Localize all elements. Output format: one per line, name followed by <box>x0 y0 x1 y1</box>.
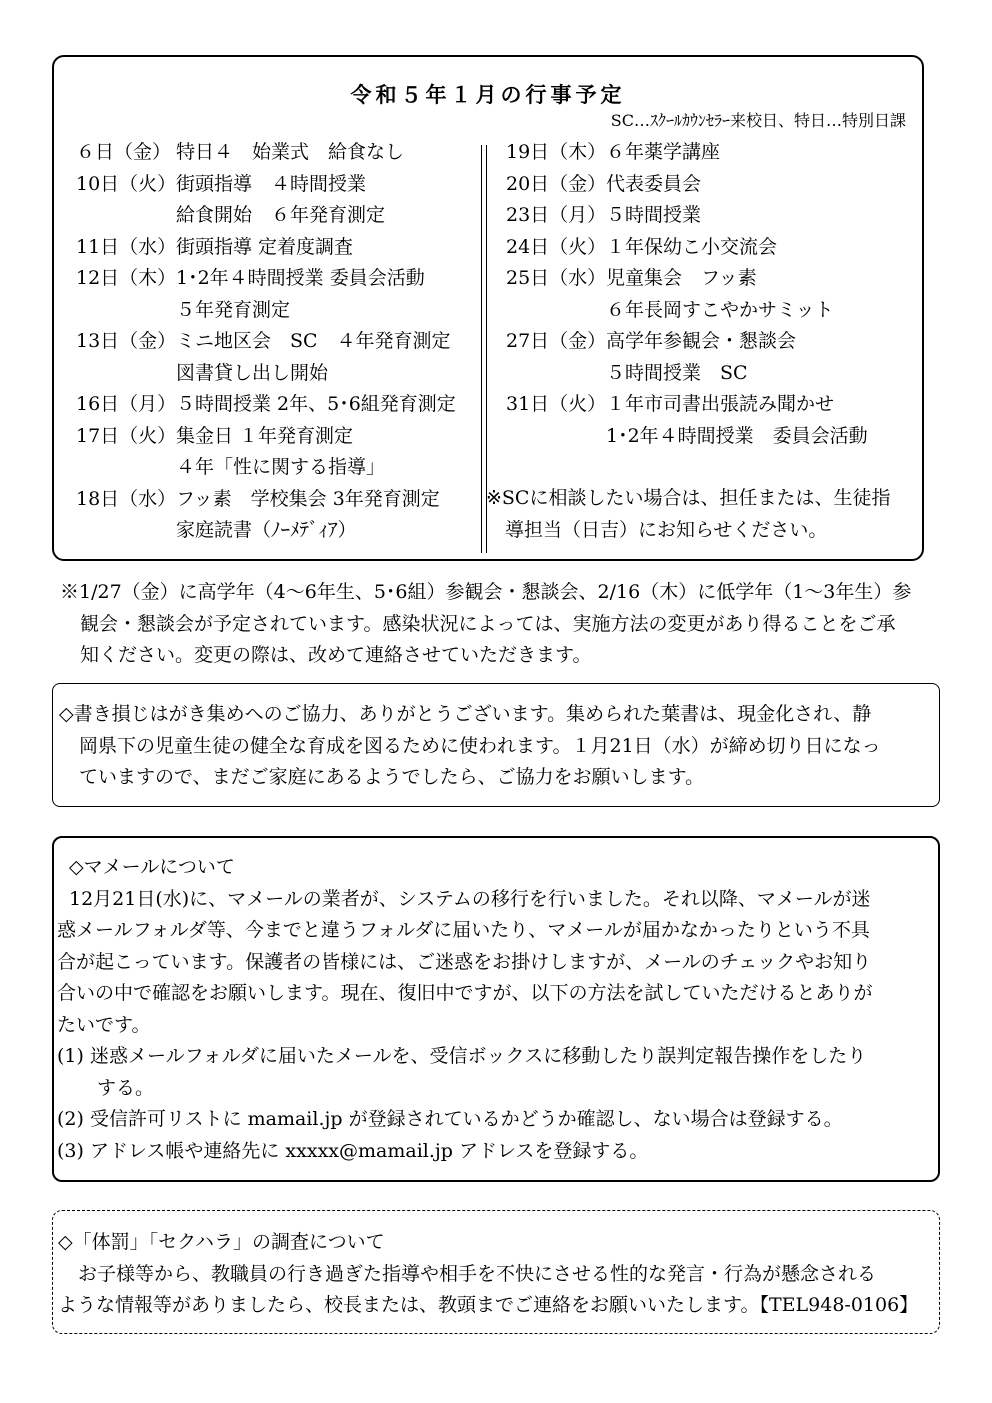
mamail-step-1-cont: する。 <box>97 1076 155 1099</box>
mamail-line: 惑メールフォルダ等、今までと違うフォルダに届いたり、マメールが届かなかったりという不具 <box>57 919 870 941</box>
sc-consult-note <box>486 483 916 546</box>
schedule-row <box>506 200 868 232</box>
schedule-date: 31日（火） <box>506 393 607 415</box>
schedule-date: ６日（金） <box>76 141 172 163</box>
schedule-event: ５年発育測定 <box>176 298 291 321</box>
schedule-legend: SC…ｽｸｰﾙｶｳﾝｾﾗｰ来校日、特日…特別日課 <box>610 111 906 130</box>
schedule-date: 23日（月） <box>506 204 607 226</box>
postcard-line: ていますので、まだご家庭にあるようでしたら、ご協力をお願いします。 <box>79 766 705 788</box>
postcard-line: 岡県下の児童生徒の健全な育成を図るために使われます。１月21日（水）が締め切り日になっ <box>79 734 881 757</box>
schedule-date <box>76 358 176 390</box>
postcard-line: ◇書き損じはがき集めへのご協力、ありがとうございます。集められた葉書は、現金化され、静 <box>59 703 872 725</box>
schedule-event: 特日４ 始業式 給食なし <box>176 141 405 163</box>
notice-line: ※1/27（金）に高学年（4～6年生、5･6組）参観会・懇談会、2/16（木）に低学年（1～3年生）参 <box>60 581 912 603</box>
schedule-date: 27日（金） <box>506 330 607 352</box>
schedule-title: 令和５年１月の行事予定 <box>350 83 626 107</box>
schedule-date <box>76 295 176 327</box>
schedule-date: 24日（火） <box>506 235 607 258</box>
schedule-row <box>76 169 456 201</box>
schedule-event: 家庭読書（ﾉｰﾒﾃﾞｨｱ） <box>176 519 357 541</box>
schedule-event: ５時間授業 2年、5･6組発育測定 <box>176 393 456 415</box>
schedule-event: 街頭指導 ４時間授業 <box>176 172 367 195</box>
schedule-row <box>76 389 456 421</box>
schedule-date: 12日（木） <box>76 267 177 289</box>
mamail-heading: ◇マメールについて <box>69 856 235 878</box>
schedule-row <box>506 137 868 169</box>
schedule-date <box>76 200 176 232</box>
schedule-row <box>506 232 868 264</box>
schedule-event: 児童集会 フッ素 <box>606 267 757 289</box>
mamail-line: 12月21日(水)に、マメールの業者が、システムの移行を行いました。それ以降、マメールが迷 <box>69 887 871 910</box>
schedule-date: 20日（金） <box>506 172 607 195</box>
survey-line: お子様等から、教職員の行き過ぎた指導や相手を不快にさせる性的な発言・行為が懸念される <box>78 1262 877 1285</box>
schedule-date: 18日（水） <box>76 487 177 510</box>
schedule-left-column <box>76 137 456 547</box>
schedule-row <box>506 263 868 295</box>
schedule-row <box>76 295 456 327</box>
visit-notice <box>60 577 946 672</box>
schedule-row <box>506 326 868 358</box>
schedule-row <box>76 515 456 547</box>
schedule-row <box>76 232 456 264</box>
mamail-step-3: (3) アドレス帳や連絡先に xxxxx@mamail.jp アドレスを登録する。 <box>57 1139 649 1162</box>
sc-note-line: ※SCに相談したい場合は、担任または、生徒指 <box>486 487 891 509</box>
notice-line: 観会・懇談会が予定されています。感染状況によっては、実施方法の変更があり得ることをご承 <box>80 612 896 635</box>
schedule-row <box>76 484 456 516</box>
schedule-row <box>506 295 868 327</box>
schedule-event: ミニ地区会 SC ４年発育測定 <box>176 330 451 352</box>
survey-box <box>52 1210 940 1334</box>
schedule-event: 1･2年４時間授業 委員会活動 <box>176 267 425 289</box>
survey-line: ような情報等がありましたら、校長または、教頭までご連絡をお願いいたします。【TEL948-0106】 <box>58 1294 919 1316</box>
schedule-date: 13日（金） <box>76 330 177 352</box>
schedule-event: ５時間授業 <box>606 204 702 226</box>
notice-line: 知ください。変更の際は、改めて連絡させていただきます。 <box>80 644 592 666</box>
schedule-date <box>76 515 176 547</box>
survey-text <box>58 1227 936 1322</box>
schedule-event: 高学年参観会・懇談会 <box>606 330 797 352</box>
schedule-date: 11日（水） <box>76 235 177 258</box>
schedule-row <box>506 421 868 453</box>
postcard-collection-box <box>52 683 940 807</box>
schedule-event: 図書貸し出し開始 <box>176 361 329 384</box>
schedule-date <box>506 358 606 390</box>
mamail-box <box>52 836 940 1182</box>
schedule-date <box>506 421 606 453</box>
schedule-row <box>76 200 456 232</box>
schedule-date: 25日（水） <box>506 267 607 289</box>
schedule-date: 10日（火） <box>76 172 177 195</box>
schedule-row <box>76 358 456 390</box>
schedule-date: 17日（火） <box>76 424 177 447</box>
schedule-event: ６年薬学講座 <box>606 141 721 163</box>
schedule-row <box>506 358 868 390</box>
mamail-line: 合いの中で確認をお願いします。現在、復旧中ですが、以下の方法を試していただけるとありが <box>57 982 873 1004</box>
schedule-row <box>76 137 456 169</box>
schedule-event: フッ素 学校集会 3年発育測定 <box>176 487 440 510</box>
sc-note-line: 導担当（日吉）にお知らせください。 <box>505 518 828 541</box>
schedule-row <box>506 169 868 201</box>
schedule-row <box>76 326 456 358</box>
schedule-row <box>506 389 868 421</box>
mamail-text <box>57 852 937 1167</box>
schedule-event: 1･2年４時間授業 委員会活動 <box>606 424 868 447</box>
schedule-row <box>76 421 456 453</box>
survey-heading: ◇「体罰」「セクハラ」の調査について <box>58 1231 385 1253</box>
schedule-date: 19日（木） <box>506 141 607 163</box>
schedule-event: ５時間授業 SC <box>606 361 748 384</box>
schedule-box <box>52 55 924 561</box>
schedule-event: 代表委員会 <box>606 172 702 195</box>
schedule-event: 給食開始 ６年発育測定 <box>176 204 386 226</box>
mamail-step-1: (1) 迷惑メールフォルダに届いたメールを、受信ボックスに移動したり誤判定報告操作をしたり <box>57 1045 867 1067</box>
mamail-step-2: (2) 受信許可リストに mamail.jp が登録されているかどうか確認し、ない場合は登録する。 <box>57 1108 843 1130</box>
schedule-event: 集金日 １年発育測定 <box>176 424 354 447</box>
schedule-event: 街頭指導 定着度調査 <box>176 235 354 258</box>
schedule-date: 16日（月） <box>76 393 177 415</box>
schedule-event: ４年「性に関する指導」 <box>176 456 386 478</box>
mamail-line: たいです。 <box>57 1013 151 1036</box>
schedule-date <box>76 452 176 484</box>
schedule-row <box>76 452 456 484</box>
schedule-event: １年市司書出張読み聞かせ <box>606 393 835 415</box>
schedule-event: ６年長岡すこやかサミット <box>606 298 834 321</box>
mamail-line: 合が起こっています。保護者の皆様には、ご迷惑をお掛けしますが、メールのチェックやお知り <box>57 950 872 973</box>
schedule-row <box>76 263 456 295</box>
postcard-text <box>59 699 933 794</box>
schedule-right-column <box>506 137 868 452</box>
schedule-date <box>506 295 606 327</box>
schedule-event: １年保幼こ小交流会 <box>606 235 778 258</box>
